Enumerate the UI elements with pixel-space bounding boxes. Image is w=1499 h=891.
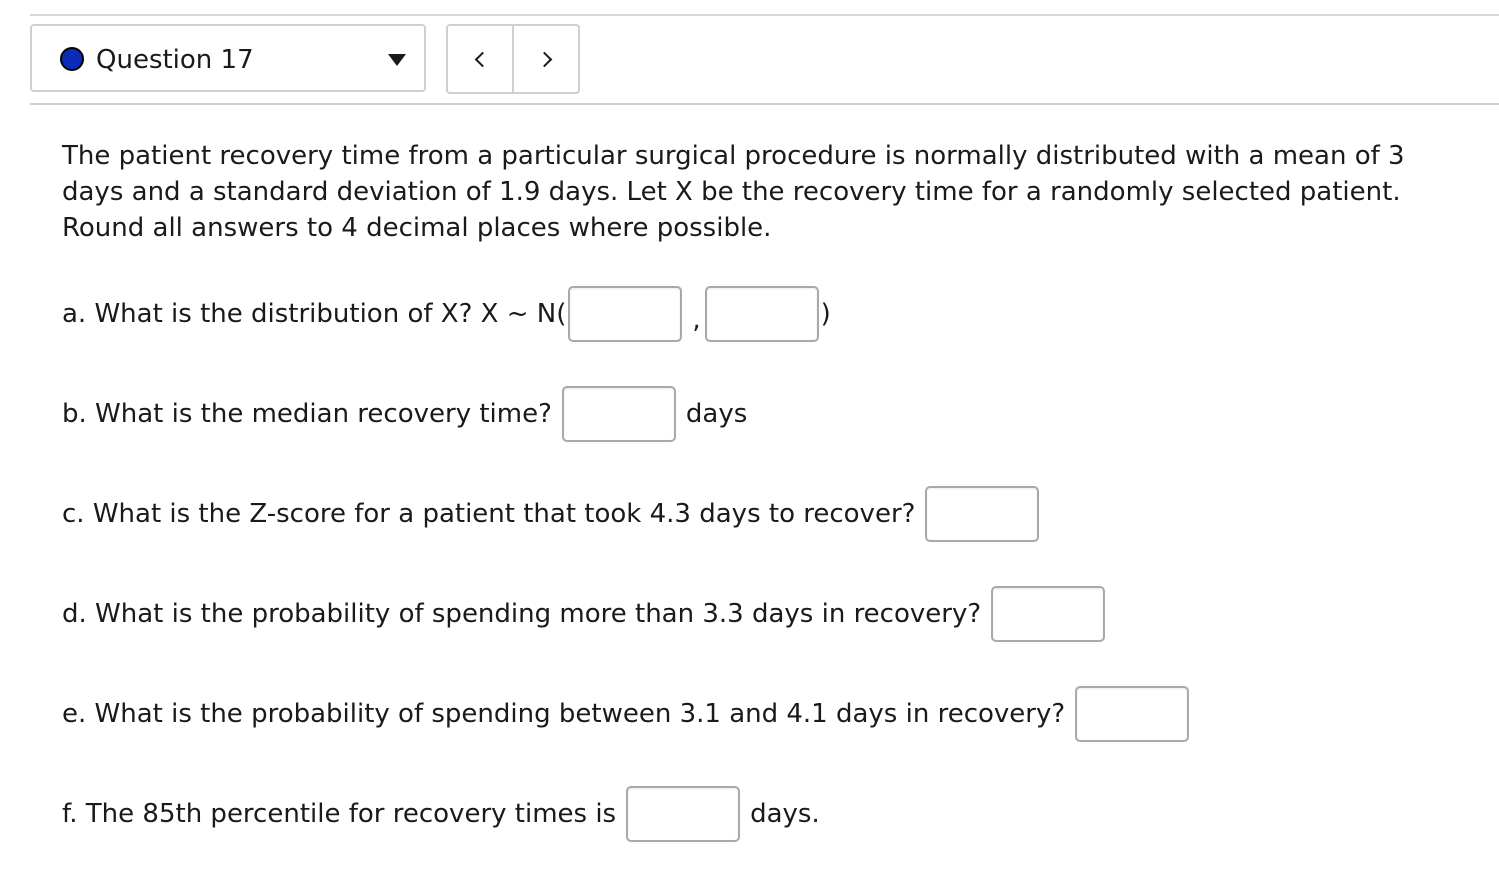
mean-input[interactable] [568,286,682,342]
part-d [62,584,1115,644]
separator-comma: , [692,305,701,335]
chevron-right-icon [536,51,552,67]
percentile-input[interactable] [626,786,740,842]
next-question-button[interactable] [514,26,578,92]
caret-down-icon [388,54,406,66]
zscore-input[interactable] [925,486,1039,542]
question-body [62,138,1462,246]
part-b-suffix: days [685,399,748,429]
part-c-prompt: c. What is the Z-score for a patient that took 4.3 days to recover? [62,499,916,529]
nav-divider [30,103,1499,105]
part-e-prompt: e. What is the probability of spending between 3.1 and 4.1 days in recovery? [62,699,1066,729]
question-select[interactable] [30,24,426,92]
part-a-prompt: a. What is the distribution of X? X ~ N( [62,299,567,329]
part-e [62,684,1199,744]
sd-input[interactable] [705,286,819,342]
part-f [62,784,820,844]
part-d-prompt: d. What is the probability of spending more than 3.3 days in recovery? [62,599,982,629]
prob-between-input[interactable] [1075,686,1189,742]
question-label: Question 17 [96,45,254,75]
part-b [62,384,747,444]
problem-intro: The patient recovery time from a particular surgical procedure is normally distributed with a mean of 3 days and a standard deviation of 1.9 days. Let X be the recovery time for a randomly selected patient. Round all answers to 4 decimal places where possible. [62,141,1405,243]
prev-question-button[interactable] [448,26,514,92]
part-f-prompt: f. The 85th percentile for recovery times is [62,799,617,829]
question-status-icon [60,47,84,71]
chevron-left-icon [474,51,490,67]
part-f-suffix: days. [750,799,820,829]
prob-more-input[interactable] [991,586,1105,642]
median-input[interactable] [562,386,676,442]
close-paren: ) [820,299,831,329]
part-b-prompt: b. What is the median recovery time? [62,399,552,429]
question-nav [446,24,580,94]
top-divider [30,14,1499,16]
part-a [62,284,831,344]
part-c [62,484,1049,544]
